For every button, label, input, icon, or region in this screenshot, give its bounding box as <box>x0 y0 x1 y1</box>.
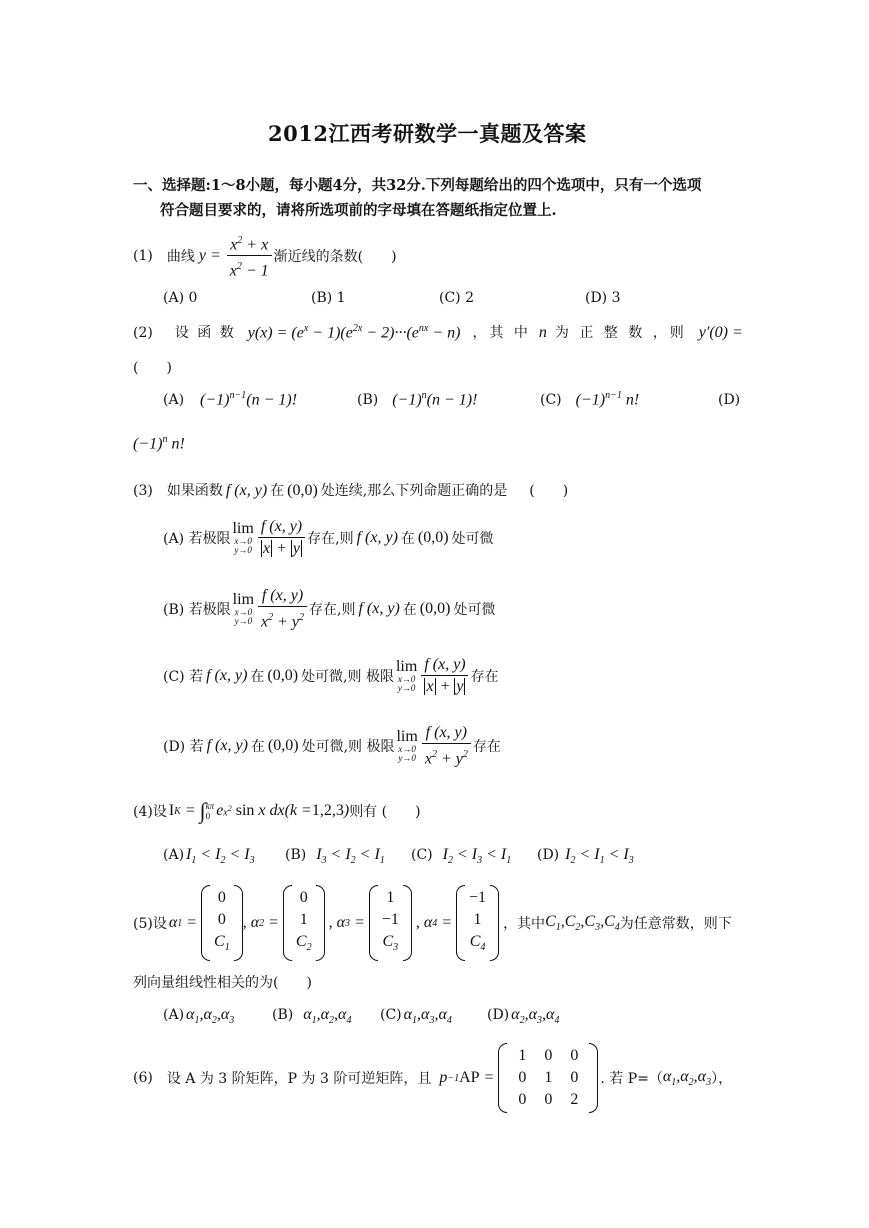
option-d-label: (D) <box>718 392 741 408</box>
option-label: (A) <box>163 392 185 409</box>
matrix-cell: 0 <box>570 1047 579 1064</box>
option-text: 处可微,则 极限 <box>301 669 394 685</box>
question-5-line2: 列向量组线性相关的为( ) <box>133 975 312 991</box>
question-text: 为任意常数，则下 <box>619 916 732 933</box>
formula-option-a: $I_1 < I_2 < I_3$ <box>186 846 255 867</box>
formula-option-c: $\alpha_1,\alpha_3,\alpha_4$ <box>403 1006 452 1027</box>
formula-option-b: $\alpha_1,\alpha_2,\alpha_4$ <box>303 1006 352 1027</box>
question-text: . 若 P=（ <box>600 1071 663 1087</box>
question-text: 在 <box>270 483 285 499</box>
option-text: 存在,则 <box>309 602 356 619</box>
option-text: 在 <box>402 602 417 619</box>
option-d <box>163 724 501 768</box>
option-text: 存在,则 <box>307 531 354 547</box>
question-paren: ( ) <box>133 360 172 376</box>
option-label: (D) <box>487 1007 510 1023</box>
question-number: (1) <box>133 248 153 265</box>
question-text: 则有 ( ) <box>349 804 421 820</box>
matrix-cell: 1 <box>544 1069 553 1086</box>
formula-origin: (0,0) <box>267 667 299 684</box>
matrix-cell: 0 <box>518 1091 527 1108</box>
question-text: ）， <box>711 1071 733 1087</box>
option-text: (A) 若极限 <box>163 531 231 547</box>
question-5 <box>133 885 732 961</box>
option-b <box>272 1006 351 1026</box>
formula-option-d: $(-1)^n$ n! <box>133 434 185 453</box>
question-number: (6) <box>133 1070 153 1086</box>
matrix-cell: 0 <box>544 1091 553 1108</box>
option-text: 在 <box>250 669 265 685</box>
option-text: 存在 <box>470 669 499 685</box>
section-heading-line1: 一、选择题:1～8小题，每小题4分，共32分.下列每题给出的四个选项中，只有一个选项 <box>133 177 702 194</box>
formula-limit: lim x→0 y→0 $\frac{f (x, y)}{x + y}$ <box>230 518 307 558</box>
question-text: ，其中 <box>503 916 546 933</box>
option-a <box>163 518 494 558</box>
formula-option-c: $(-1)^{n-1}$ n! <box>575 390 640 409</box>
option-label: (C) <box>411 847 433 863</box>
question-4 <box>133 798 421 824</box>
option-a <box>163 846 255 866</box>
option-c <box>540 390 639 409</box>
section-heading-line2: 符合题目要求的，请将所选项前的字母填在答题纸指定位置上. <box>160 202 557 219</box>
matrix-cell: 2 <box>570 1091 579 1108</box>
formula-similarity: p −1 AP = 1 0 0 0 1 0 0 0 2 <box>439 1043 598 1113</box>
question-number: (5)设 <box>133 916 167 933</box>
question-text: 为 正 整 数 ，则 <box>554 325 687 341</box>
formula-origin: (0,0) <box>417 529 449 546</box>
option-a: (A) 0 <box>163 290 198 306</box>
formula-option-a: $(-1)^{n-1}(n - 1)$! <box>200 390 298 409</box>
formula-constants: $C_1,C_2,C_3,C_4$ <box>545 913 620 934</box>
option-b <box>285 846 385 866</box>
question-number: (3) <box>133 483 153 499</box>
option-label: (A) <box>163 847 185 863</box>
option-label: (B) <box>272 1007 294 1023</box>
option-c <box>163 656 499 696</box>
option-text: (B) 若极限 <box>163 602 231 619</box>
matrix-cell: 1 <box>518 1047 527 1064</box>
question-number: (4)设 <box>133 804 167 820</box>
option-text: 处可微 <box>451 531 494 547</box>
formula-limit: lim x→0 y→0 $\frac{f (x, y)}{x^2 + y^2}$ <box>394 724 472 768</box>
option-text: 处可微,则 极限 <box>301 739 395 756</box>
matrix-cell: 0 <box>544 1047 553 1064</box>
option-d <box>537 846 634 866</box>
formula-f: f (x, y) <box>225 482 268 499</box>
diagonal-matrix <box>498 1043 598 1113</box>
formula-integral: I K = ∫ kπ 0 e $x^2$ sin x dx(k = 1,2,3 ) <box>168 798 350 823</box>
option-text: 在 <box>250 739 265 756</box>
question-text: ，其 中 <box>472 325 531 341</box>
option-label: (C) <box>380 1007 402 1023</box>
option-d: (D) 3 <box>585 290 621 306</box>
formula-origin: (0,0) <box>419 600 451 618</box>
formula-origin: (0,0) <box>267 737 299 755</box>
formula-derivative: y′(0) = <box>698 324 743 341</box>
formula-function: $y(x) = (e^x - 1)(e^{2x} - 2)\cdot\cdot\cdot(e^{nx} - n)$ <box>247 322 461 341</box>
option-c: (C) 2 <box>439 290 474 306</box>
question-6 <box>133 1043 732 1113</box>
formula-f: f (x, y) <box>206 667 248 684</box>
option-label: (D) <box>537 847 560 863</box>
formula-f: f (x, y) <box>358 600 400 618</box>
option-label: (B) <box>357 392 379 409</box>
formula-option-b: $I_3 < I_2 < I_1$ <box>316 846 385 867</box>
question-2 <box>133 322 743 342</box>
question-number: (2) <box>133 325 153 341</box>
option-b <box>357 390 477 409</box>
option-label: (A) <box>163 1007 185 1023</box>
page-title: 2012江西考研数学一真题及答案 <box>268 121 587 146</box>
option-text: (D) 若 <box>163 739 204 756</box>
option-label: (B) <box>285 847 307 863</box>
question-text: 设 函 数 <box>174 325 236 341</box>
option-label: (C) <box>540 392 562 409</box>
option-c <box>411 846 511 866</box>
question-text: 处连续,那么下列命题正确的是 <box>320 483 508 499</box>
option-c <box>380 1006 452 1026</box>
question-text: 设 A 为 3 阶矩阵，P 为 3 阶可逆矩阵，且 <box>166 1071 432 1087</box>
question-text: 如果函数 <box>166 483 223 499</box>
formula-n: n <box>538 324 547 341</box>
option-text: 处可微 <box>453 602 496 619</box>
formula-f: f (x, y) <box>206 737 248 755</box>
formula-option-b: $(-1)^n(n - 1)$! <box>392 390 478 409</box>
question-text: 渐近线的条数( ) <box>273 249 397 266</box>
question-paren: ( ) <box>529 483 569 499</box>
formula-origin: (0,0) <box>287 482 318 499</box>
formula-vectors: α 1 = 0 0 $C_1$ , α 2 = 0 1 $C_2$ , α 3 = 1 −1 $C_3$ , α 4 = −1 1 $C_4$ <box>169 885 499 961</box>
formula-limit: lim x→0 y→0 $\frac{f (x, y)}{x^2 + y^2}$ <box>231 587 309 631</box>
option-b <box>163 587 495 631</box>
matrix-cell: 0 <box>570 1069 579 1086</box>
matrix-cell: 0 <box>518 1069 527 1086</box>
formula-option-d: $\alpha_2,\alpha_3,\alpha_4$ <box>511 1006 560 1027</box>
formula-p-columns: $\alpha_1,\alpha_2,\alpha_3$ <box>662 1067 712 1089</box>
formula-option-d: $I_2 < I_1 < I_3$ <box>565 846 634 867</box>
option-d <box>487 1006 559 1026</box>
question-1 <box>133 232 397 281</box>
formula-f: f (x, y) <box>356 529 398 546</box>
question-3 <box>133 480 568 500</box>
option-text: (C) 若 <box>163 669 204 685</box>
option-b: (B) 1 <box>311 290 346 306</box>
option-text: 在 <box>400 531 415 547</box>
formula-option-c: $I_2 < I_3 < I_1$ <box>442 846 512 867</box>
formula-limit: lim x→0 y→0 $\frac{f (x, y)}{x + y}$ <box>394 656 471 696</box>
option-text: 存在 <box>472 739 501 756</box>
formula-curve: y = $\frac{x^2 + x}{x^2 - 1}$ <box>199 232 274 281</box>
question-text: 曲线 <box>166 249 195 266</box>
option-a <box>163 1006 234 1026</box>
option-a <box>163 390 297 409</box>
formula-option-a: $\alpha_1,\alpha_2,\alpha_3$ <box>186 1006 235 1027</box>
